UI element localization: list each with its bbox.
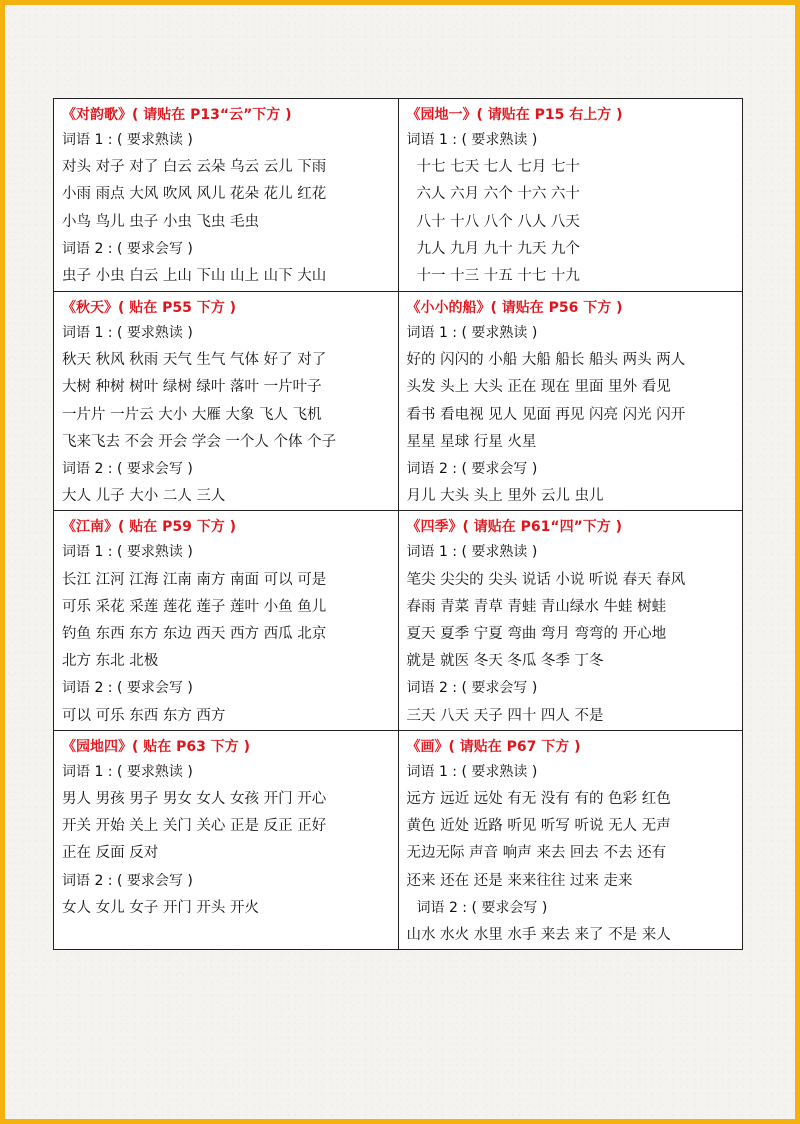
lesson-title: 《对韵歌》( 请贴在 P13“云”下方 ) — [62, 107, 292, 123]
word-list-line: 看书 看电视 见人 见面 再见 闪亮 闪光 闪开 — [406, 406, 686, 423]
word-list-line: 八十 十八 八个 八人 八天 — [416, 213, 580, 230]
lesson-cell — [398, 99, 743, 292]
word-list-line: 笔尖 尖尖的 尖头 说话 小说 听说 春天 春风 — [406, 571, 686, 588]
word-list-line: 大人 儿子 大小 二人 三人 — [62, 488, 226, 505]
lesson-cell — [54, 730, 399, 949]
word-list-label: 词语 2 : ( 要求会写 ) — [62, 461, 193, 478]
word-list-line: 夏天 夏季 宁夏 弯曲 弯月 弯弯的 开心地 — [406, 626, 667, 643]
lesson-row — [54, 99, 743, 292]
lesson-cell — [398, 730, 743, 949]
word-list-line: 北方 东北 北极 — [62, 653, 159, 670]
lesson-cell — [54, 292, 399, 511]
word-list-label: 词语 2 : ( 要求会写 ) — [416, 899, 548, 916]
word-list-label: 词语 1 : ( 要求熟读 ) — [406, 544, 538, 561]
word-list-line: 开关 开始 关上 关门 关心 正是 反正 正好 — [62, 818, 327, 835]
word-list-line: 月儿 大头 头上 里外 云儿 虫儿 — [406, 488, 604, 505]
lesson-title: 《小小的船》( 请贴在 P56 下方 ) — [406, 300, 623, 316]
lesson-title: 《园地一》( 请贴在 P15 右上方 ) — [406, 107, 623, 123]
lesson-cell — [54, 511, 399, 730]
vocabulary-table-body — [54, 99, 743, 950]
word-list-label: 词语 2 : ( 要求会写 ) — [406, 680, 538, 697]
word-list-line: 可以 可乐 东西 东方 西方 — [62, 707, 226, 724]
lesson-row — [54, 292, 743, 511]
word-list-label: 词语 1 : ( 要求熟读 ) — [406, 132, 538, 148]
word-list-label: 词语 1 : ( 要求熟读 ) — [62, 132, 193, 148]
word-list-line: 女人 女儿 女子 开门 开头 开火 — [62, 899, 260, 916]
word-list-line: 虫子 小虫 白云 上山 下山 山上 山下 大山 — [62, 268, 327, 285]
word-list-label: 词语 1 : ( 要求熟读 ) — [406, 325, 538, 341]
word-list-line: 九人 九月 九十 九天 九个 — [416, 240, 580, 257]
vocabulary-table — [53, 98, 743, 950]
word-list-line: 可乐 采花 采莲 莲花 莲子 莲叶 小鱼 鱼儿 — [62, 598, 327, 615]
word-list-line: 十七 七天 七人 七月 七十 — [416, 159, 580, 176]
word-list-line: 小雨 雨点 大风 吹风 风儿 花朵 花儿 红花 — [62, 186, 327, 203]
lesson-cell — [398, 292, 743, 511]
word-list-line: 山水 水火 水里 水手 来去 来了 不是 来人 — [406, 927, 671, 944]
word-list-line: 还来 还在 还是 来来往往 过来 走来 — [406, 872, 633, 889]
word-list-label: 词语 2 : ( 要求会写 ) — [62, 872, 193, 889]
word-list-line: 星星 星球 行星 火星 — [406, 433, 537, 450]
lesson-title: 《园地四》( 贴在 P63 下方 ) — [62, 738, 251, 755]
word-list-line: 长江 江河 江海 江南 南方 南面 可以 可是 — [62, 571, 327, 588]
word-list-line: 男人 男孩 男子 男女 女人 女孩 开门 开心 — [62, 791, 327, 808]
word-list-line: 十一 十三 十五 十七 十九 — [416, 268, 580, 285]
word-list-line: 六人 六月 六个 十六 六十 — [416, 186, 580, 203]
word-list-line: 三天 八天 天子 四十 四人 不是 — [406, 707, 604, 724]
word-list-line: 春雨 青菜 青草 青蛙 青山绿水 牛蛙 树蛙 — [406, 598, 667, 615]
lesson-title: 《四季》( 请贴在 P61“四”下方 ) — [406, 519, 623, 536]
lesson-row — [54, 511, 743, 730]
lesson-cell — [54, 99, 399, 292]
word-list-line: 一片片 一片云 大小 大雁 大象 飞人 飞机 — [62, 406, 322, 423]
word-list-label: 词语 1 : ( 要求熟读 ) — [62, 325, 193, 341]
word-list-line: 就是 就医 冬天 冬瓜 冬季 丁冬 — [406, 653, 604, 670]
lesson-title: 《秋天》( 贴在 P55 下方 ) — [62, 300, 237, 316]
word-list-line: 黄色 近处 近路 听见 听写 听说 无人 无声 — [406, 818, 671, 835]
lesson-row — [54, 730, 743, 949]
word-list-label: 词语 1 : ( 要求熟读 ) — [406, 763, 538, 780]
word-list-label: 词语 2 : ( 要求会写 ) — [406, 461, 538, 478]
word-list-line: 钓鱼 东西 东方 东边 西天 西方 西瓜 北京 — [62, 626, 327, 643]
lesson-title: 《画》( 请贴在 P67 下方 ) — [406, 738, 581, 755]
word-list-label: 词语 1 : ( 要求熟读 ) — [62, 544, 193, 561]
word-list-line: 秋天 秋风 秋雨 天气 生气 气体 好了 对了 — [62, 352, 327, 369]
word-list-label: 词语 2 : ( 要求会写 ) — [62, 240, 193, 257]
lesson-cell — [398, 511, 743, 730]
word-list-label: 词语 2 : ( 要求会写 ) — [62, 680, 193, 697]
word-list-line: 飞来飞去 不会 开会 学会 一个人 个体 个子 — [62, 433, 337, 450]
word-list-line: 好的 闪闪的 小船 大船 船长 船头 两头 两人 — [406, 352, 686, 369]
word-list-line: 无边无际 声音 响声 来去 回去 不去 还有 — [406, 845, 667, 862]
word-list-line: 远方 远近 远处 有无 没有 有的 色彩 红色 — [406, 791, 671, 808]
word-list-line: 对头 对子 对了 白云 云朵 乌云 云儿 下雨 — [62, 159, 327, 176]
word-list-line: 小鸟 鸟儿 虫子 小虫 飞虫 毛虫 — [62, 213, 260, 230]
word-list-label: 词语 1 : ( 要求熟读 ) — [62, 763, 193, 780]
lesson-title: 《江南》( 贴在 P59 下方 ) — [62, 519, 237, 536]
word-list-line: 头发 头上 大头 正在 现在 里面 里外 看见 — [406, 379, 671, 396]
word-list-line: 正在 反面 反对 — [62, 845, 159, 862]
word-list-line: 大树 种树 树叶 绿树 绿叶 落叶 一片叶子 — [62, 379, 322, 396]
